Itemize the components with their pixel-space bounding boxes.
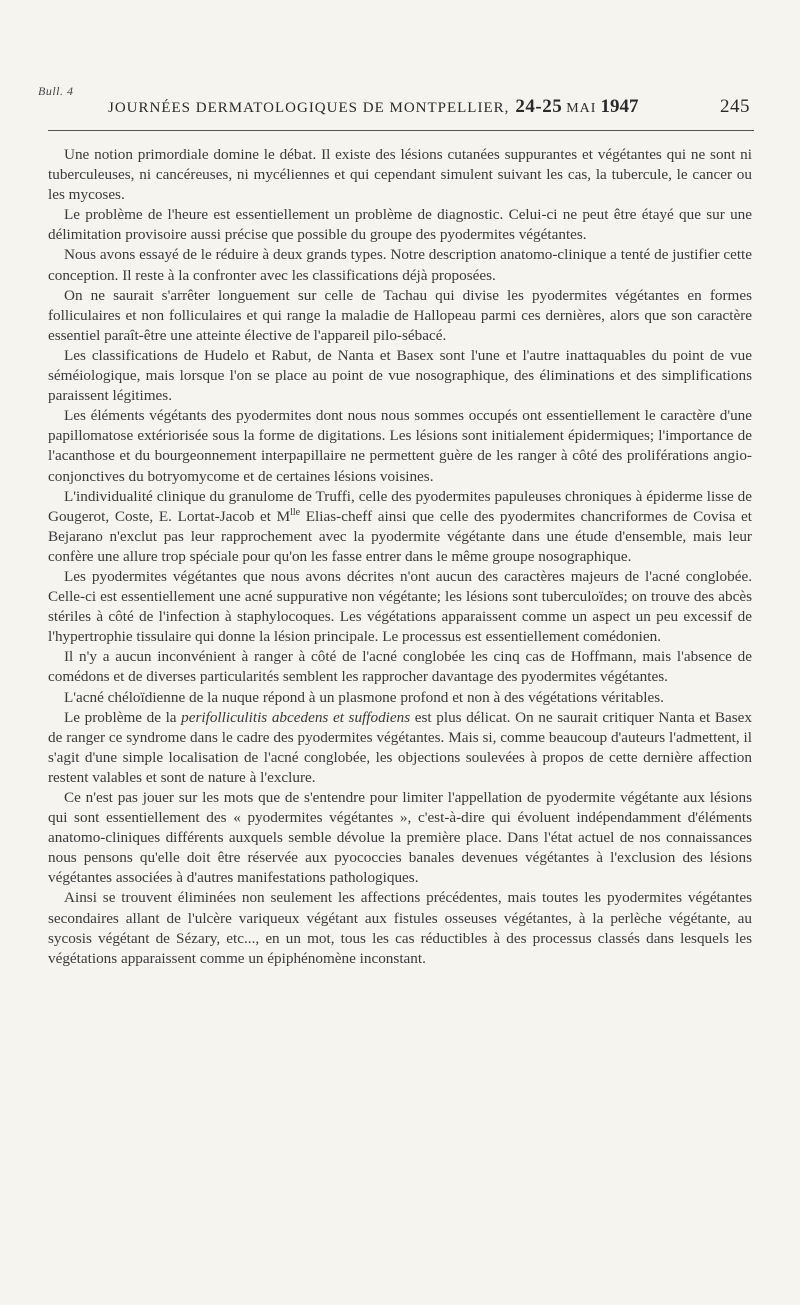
paragraph: Le problème de l'heure est essentiellement un problème de diagnostic. Celui-ci ne peut être étayé que sur une délimitation provisoire aussi précise que possible du groupe des pyodermites végétantes. [48,206,752,244]
paragraph: Nous avons essayé de le réduire à deux grands types. Notre description anatomo-clinique a tenté de justifier cette conception. Il reste à la confronter avec les classifications déjà proposées. [48,246,752,284]
paragraph: Ce n'est pas jouer sur les mots que de s'entendre pour limiter l'appellation de pyodermite végétante aux lésions qui sont essentiellement des « pyodermites végétantes », c'est-à-dire qui évoluent indépendamment d'éléments anatomo-cliniques différents auxquels semble dévolue la première place. Dans l'état actuel de nos connaissances nous pensons qu'elle doit être réservée aux pyococcies banales devenues végétantes à l'exclusion des lésions végétantes associées à d'autres manifestations pathologiques. [48,789,752,887]
header-rule [48,130,754,131]
paragraph-text: Elias-cheff ainsi que celle des pyodermites chancriformes de Covisa et Bejarano n'exclut pas leur rapprochement avec la pyodermite végétante dans une étude d'ensemble, mais leur confère une allure trop spéciale pour qu'on les fasse entrer dans le même groupe nosographique. [48,507,752,565]
conference-title: JOURNÉES DERMATOLOGIQUES DE MONTPELLIER, [108,100,510,116]
running-head [108,96,750,118]
latin-term: perifolliculitis abcedens et suffodiens [181,708,411,726]
paragraph-text: Le problème de la [64,708,182,726]
body-text [48,145,752,969]
paragraph: Les classifications de Hudelo et Rabut, de Nanta et Basex sont l'une et l'autre inattaquables du point de vue séméiologique, mais lorsque l'on se place au point de vue nosographique, des éliminations et des simplifications paraissent légitimes. [48,346,752,405]
marginal-note: Bull. 4 [38,84,74,98]
paragraph: Il n'y a aucun inconvénient à ranger à côté de l'acné conglobée les cinq cas de Hoffmann, mais l'absence de comédons et de diverses particularités semblent les rapprocher davantage des pyodermites végétantes. [48,648,752,686]
paragraph: On ne saurait s'arrêter longuement sur celle de Tachau qui divise les pyodermites végétantes en formes folliculaires et non folliculaires et qui range la maladie de Hallopeau parmi ces dernières, alors que son caractère essentiel paraît-être une atteinte élective de l'appareil pilo-sébacé. [48,286,752,344]
conference-dates: 24-25 [515,96,563,117]
paragraph: Ainsi se trouvent éliminées non seulement les affections précédentes, mais toutes les pyodermites végétantes secondaires allant de l'ulcère variqueux végétant aux fistules osseuses végétantes, à la perlèche végétante, au sycosis végétant de Sézary, etc..., en un mot, tous les cas réductibles à des processus classés dans lesquels les végétations apparaissent comme un épiphénomène inconstant. [48,889,752,967]
paragraph: Les pyodermites végétantes que nous avons décrites n'ont aucun des caractères majeurs de l'acné conglobée. Celle-ci est essentiellement une acné suppurative non végétante; les lésions sont tuberculoïdes; on trouve des abcès stériles à côté de l'infection à staphylocoques. Les végétations apparaissent comme un aspect un peu excessif de l'hypertrophie tissulaire qui donne la lésion principale. Le processus est essentiellement comédonien. [48,567,752,646]
page-number: 245 [720,96,750,117]
paragraph [48,708,752,788]
conference-year: 1947 [600,96,639,117]
paragraph [48,487,752,567]
conference-month: MAI [566,101,597,116]
superscript-abbreviation: lle [290,506,301,518]
paragraph: Les éléments végétants des pyodermites dont nous nous sommes occupés ont essentiellement le caractère d'une papillomatose extériorisée sous la forme de digitations. Les lésions sont initialement épidermiques; l'importance de l'acanthose et du bourgeonnement interpapillaire ne permettent guère de les ranger à côté des proliférations angio-conjonctives du botryomycome et de certaines lésions voisines. [48,407,752,485]
paragraph-text: L'individualité clinique du granulome de Truffi, celle des pyodermites papuleuses chroniques à épiderme lisse de Gougerot, Coste, E. Lortat-Jacob et M [48,487,752,525]
paragraph-text: est plus délicat. On ne saurait critiquer Nanta et Basex de ranger ce syndrome dans le cadre des pyodermites végétantes. Mais si, comme beaucoup d'auteurs l'admettent, il s'agit d'une simple localisation de l'acné conglobée, les objections soulevées à propos de cette dernière affection restent valables et sont de nature à l'exclure. [48,708,753,786]
paragraph: L'acné chéloïdienne de la nuque répond à un plasmone profond et non à des végétations véritables. [64,688,664,706]
paragraph: Une notion primordiale domine le débat. Il existe des lésions cutanées suppurantes et végétantes qui ne sont ni tuberculeuses, ni cancéreuses, ni mycéliennes et qui cependant simulent suivant les cas, la tubercule, le cancer ou les mycoses. [48,146,752,204]
